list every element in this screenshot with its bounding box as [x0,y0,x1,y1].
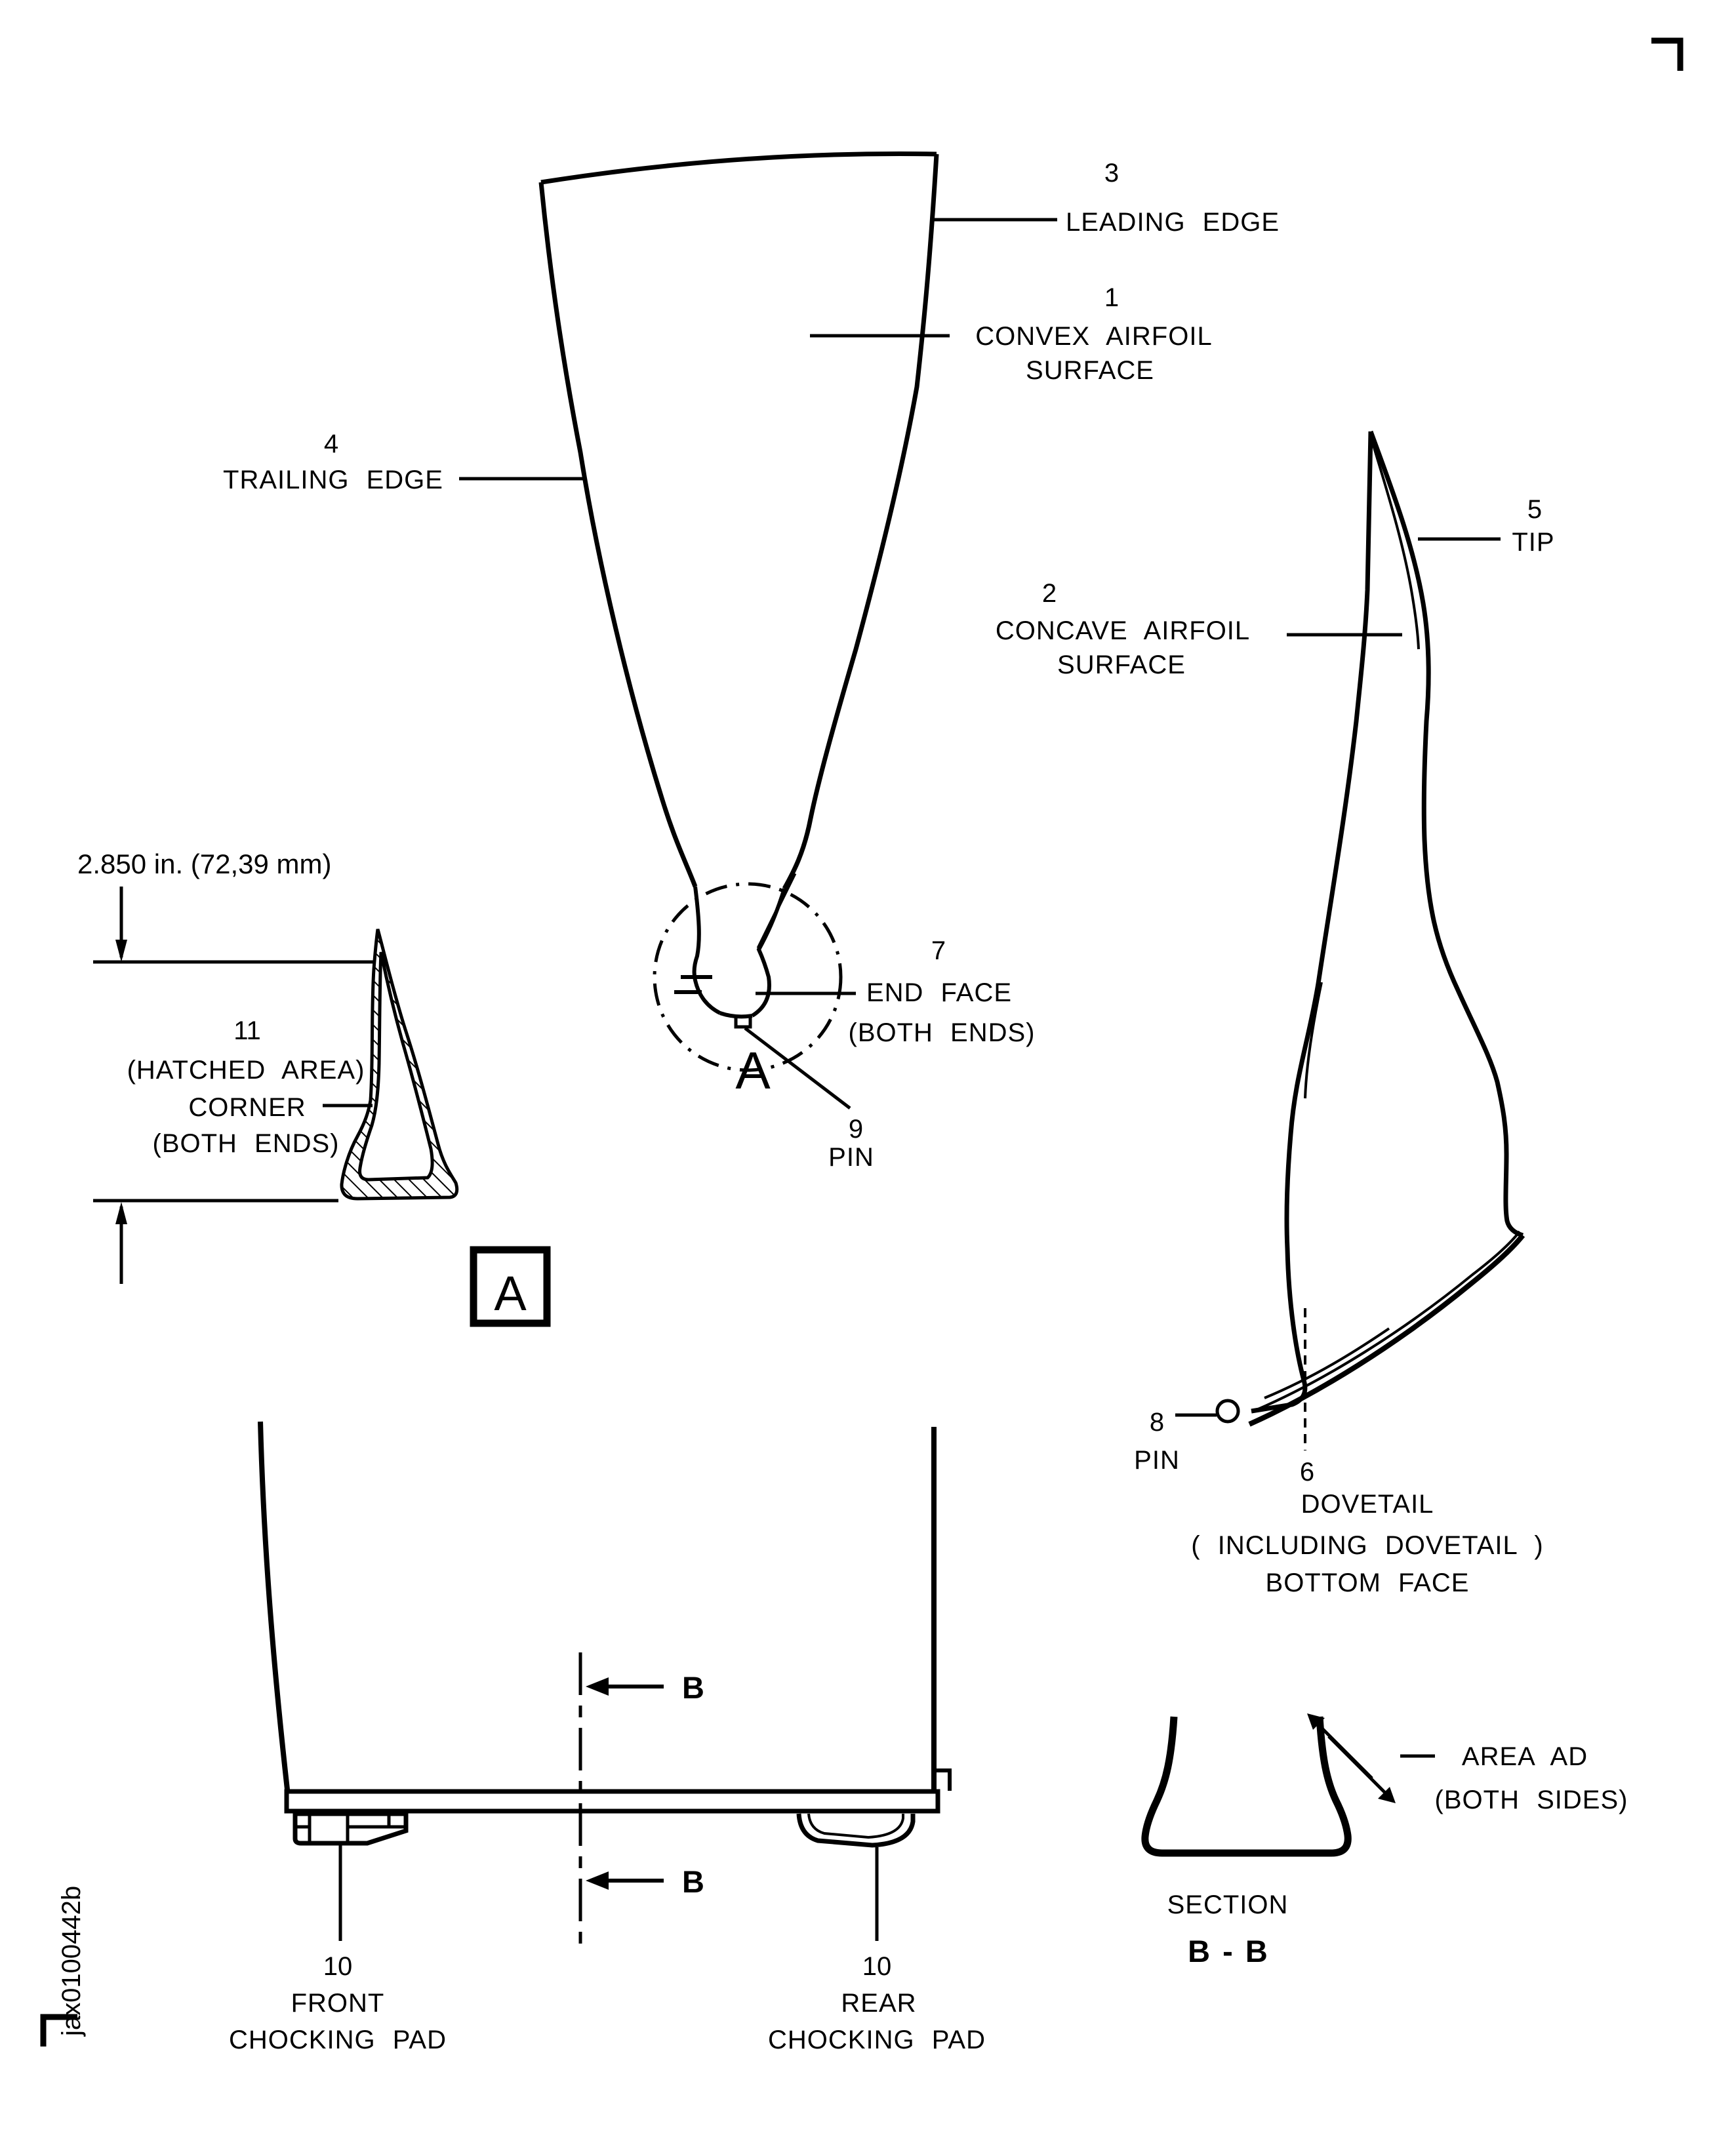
leading-edge-line [784,154,937,889]
callout-label-line2: SURFACE [1026,356,1154,385]
callout-label-line2: CORNER [188,1093,306,1122]
callout-number: 7 [931,936,946,965]
section-name: B - B [1188,1934,1268,1968]
callout-label-line1: FRONT [291,1989,385,2018]
callout-label-line1: (HATCHED AREA) [127,1056,365,1085]
section-arrow-label: B [682,1670,704,1705]
callout-label-line1: DOVETAIL [1301,1490,1434,1519]
callout-number: 4 [323,429,339,458]
side-blade-view [1217,431,1523,1424]
section-arrow-top [586,1670,704,1705]
callout-number: 8 [1149,1408,1165,1437]
section-arrow-bottom [586,1864,704,1899]
callout-number: 10 [323,1952,353,1981]
callout-convex-airfoil [810,283,1213,385]
section-profile [1145,1717,1348,1853]
main-blade-view [541,154,937,1100]
callout-corner [127,1016,373,1158]
side-blade-convex-edge [1371,431,1523,1235]
callout-label-line1: END FACE [866,978,1013,1007]
callout-front-chocking-pad [229,1845,447,2054]
callout-label-line1: REAR [841,1989,917,2018]
callout-leading-edge [932,159,1280,237]
callout-number: 9 [848,1115,864,1144]
side-blade-concave-edge [1251,431,1371,1411]
pin-front-shape [736,1016,750,1027]
callout-number: 11 [233,1016,261,1045]
callout-rear-chocking-pad [768,1847,986,2054]
dimension-arrow-up [115,1202,127,1224]
detail-a-view [77,849,547,1323]
section-arrow-label: B [682,1864,704,1899]
pin-side-shape [1217,1401,1238,1422]
rear-pad-inner-line [809,1814,903,1837]
trailing-edge-line [541,182,695,887]
area-ad-label-line2: (BOTH SIDES) [1434,1786,1628,1814]
callout-number: 6 [1299,1458,1315,1487]
callout-number: 10 [862,1952,892,1981]
root-left-line [695,887,720,1013]
callout-number: 1 [1104,283,1120,312]
dovetail-plate [287,1791,938,1811]
callout-number: 2 [1041,579,1057,608]
arrow-head [586,1871,609,1890]
callout-label-line3: BOTTOM FACE [1265,1568,1470,1597]
body-left-edge [260,1422,287,1789]
bottom-view [229,1422,986,2054]
callout-label-line2: SURFACE [1057,650,1186,679]
area-ad-diagonal-2 [1329,1736,1392,1799]
section-caption: SECTION [1167,1890,1289,1919]
callout-pin-side [1134,1408,1217,1475]
dimension-arrow-down [115,940,127,962]
blade-top-edge [541,154,937,182]
callout-trailing-edge [223,429,586,494]
area-ad-label-line1: AREA AD [1461,1742,1588,1771]
callout-label: LEADING EDGE [1065,208,1280,237]
callout-label: TIP [1512,528,1555,557]
callout-label-line2: ( INCLUDING DOVETAIL ) [1191,1531,1544,1560]
dovetail-band-line2 [1264,1328,1389,1398]
detail-a-letter: A [735,1041,771,1100]
callout-label-line1: CONVEX AIRFOIL [975,322,1213,351]
corner-mark-top-right [1651,41,1680,71]
arrow-head [586,1677,609,1696]
section-bb-view [1145,1713,1628,1968]
callout-tip [1418,495,1555,557]
callout-label-line1: CONCAVE AIRFOIL [995,616,1251,645]
detail-a-box-letter: A [494,1266,527,1321]
callout-label-line2: (BOTH ENDS) [848,1018,1036,1047]
figure-id: jax0100442b [57,1885,86,2036]
callout-end-face [756,936,1036,1047]
callout-label-line3: (BOTH ENDS) [152,1129,340,1158]
callout-label-line2: CHOCKING PAD [229,2026,447,2054]
callout-number: 5 [1527,495,1543,524]
callout-label-line2: CHOCKING PAD [768,2026,986,2054]
callout-number: 3 [1104,159,1120,188]
dimension-text: 2.850 in. (72,39 mm) [77,849,332,879]
callout-label: PIN [828,1143,874,1172]
callout-label: PIN [1134,1446,1180,1475]
callout-concave-airfoil [996,579,1402,679]
callout-label: TRAILING EDGE [223,466,443,494]
